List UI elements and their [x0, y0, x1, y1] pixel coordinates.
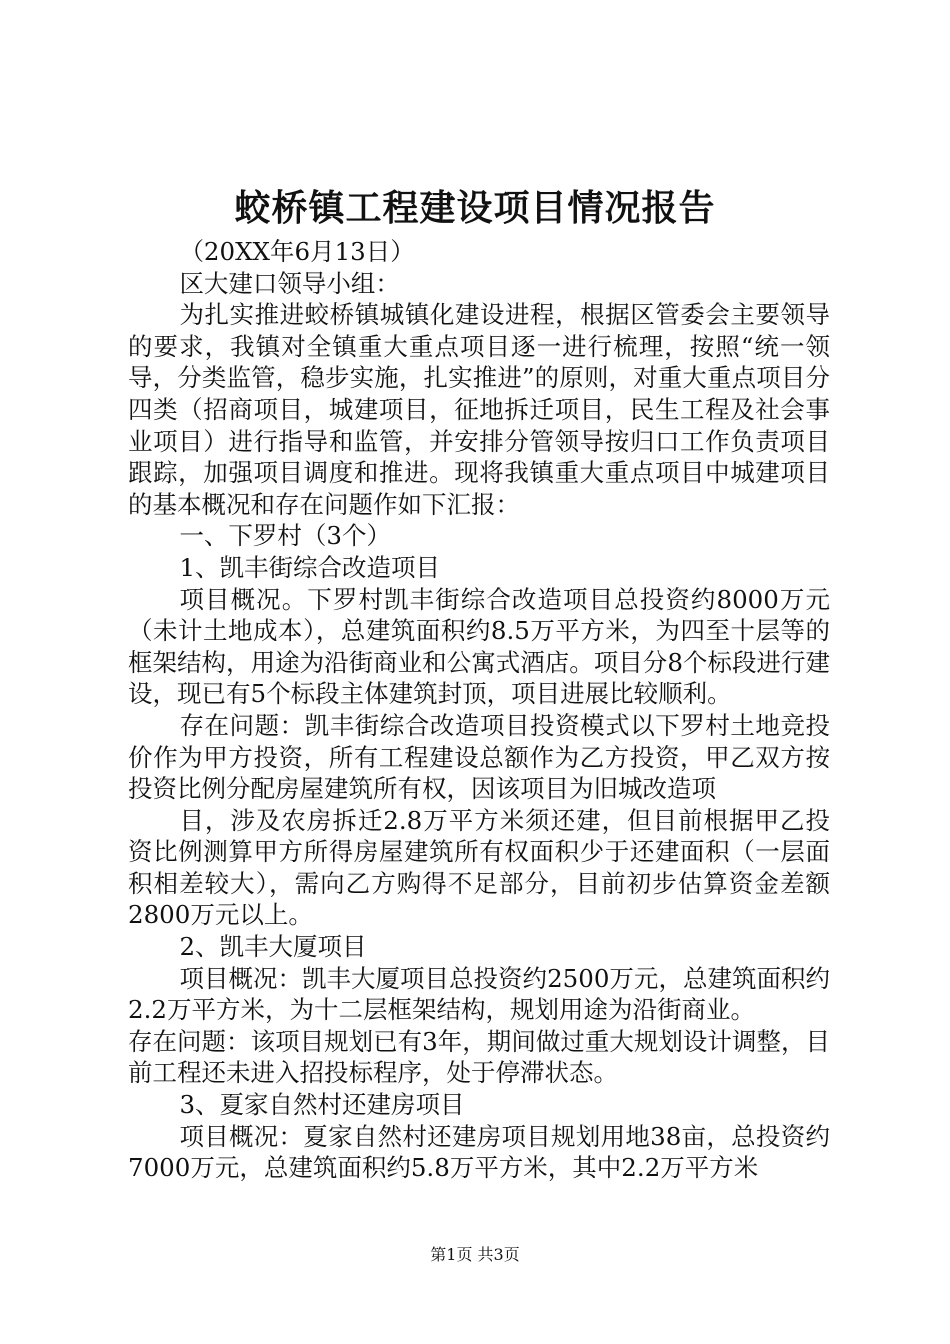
paragraph: 项目概况：凯丰大厦项目总投资约2500万元，总建筑面积约2.2万平方米，为十二层框架结构，规划用途为沿街商业。 [128, 963, 830, 1025]
item-heading: 2、凯丰大厦项目 [179, 932, 367, 962]
paragraph: 存在问题：该项目规划已有3年，期间做过重大规划设计调整，目前工程还未进入招投标程序，处于停滞状态。 [128, 1026, 830, 1088]
salutation: 区大建口领导小组： [179, 268, 400, 298]
item-heading: 1、凯丰街综合改造项目 [179, 552, 441, 582]
date-line: （20XX年6月13日） [179, 237, 415, 266]
section-heading: 一、下罗村（3个） [179, 521, 392, 551]
paragraph: 存在问题：凯丰街综合改造项目投资模式以下罗村土地竞投价作为甲方投资，所有工程建设总额作为乙方投资，甲乙双方按投资比例分配房屋建筑所有权，因该项目为旧城改造项 [128, 710, 830, 804]
paragraph: 目，涉及农房拆迁2.8万平方米须还建，但目前根据甲乙投资比例测算甲方所得房屋建筑所有权面积少于还建面积（一层面积相差较大），需向乙方购得不足部分，目前初步估算资金差额2800万元以上。 [128, 805, 830, 930]
item-heading: 3、夏家自然村还建房项目 [179, 1090, 465, 1120]
paragraph: 项目概况。下罗村凯丰街综合改造项目总投资约8000万元（未计土地成本），总建筑面积约8.5万平方米，为四至十层等的框架结构，用途为沿街商业和公寓式酒店。项目分8个标段进行建设，现已有5个标段主体建筑封顶，项目进展比较顺利。 [128, 584, 830, 709]
paragraph: 项目概况：夏家自然村还建房项目规划用地38亩，总投资约7000万元，总建筑面积约5.8万平方米，其中2.2万平方米 [128, 1121, 830, 1183]
page-footer: 第1页 共3页 [430, 1245, 520, 1264]
document-body [128, 236, 830, 1184]
document-title: 蛟桥镇工程建设项目情况报告 [234, 187, 716, 229]
paragraph-intro: 为扎实推进蛟桥镇城镇化建设进程，根据区管委会主要领导的要求，我镇对全镇重大重点项目逐一进行梳理，按照“统一领导，分类监管，稳步实施，扎实推进”的原则，对重大重点项目分四类（招商项目，城建项目，征地拆迁项目，民生工程及社会事业项目）进行指导和监管，并安排分管领导按归口工作负责项目跟踪，加强项目调度和推进。现将我镇重大重点项目中城建项目的基本概况和存在问题作如下汇报： [128, 300, 830, 519]
